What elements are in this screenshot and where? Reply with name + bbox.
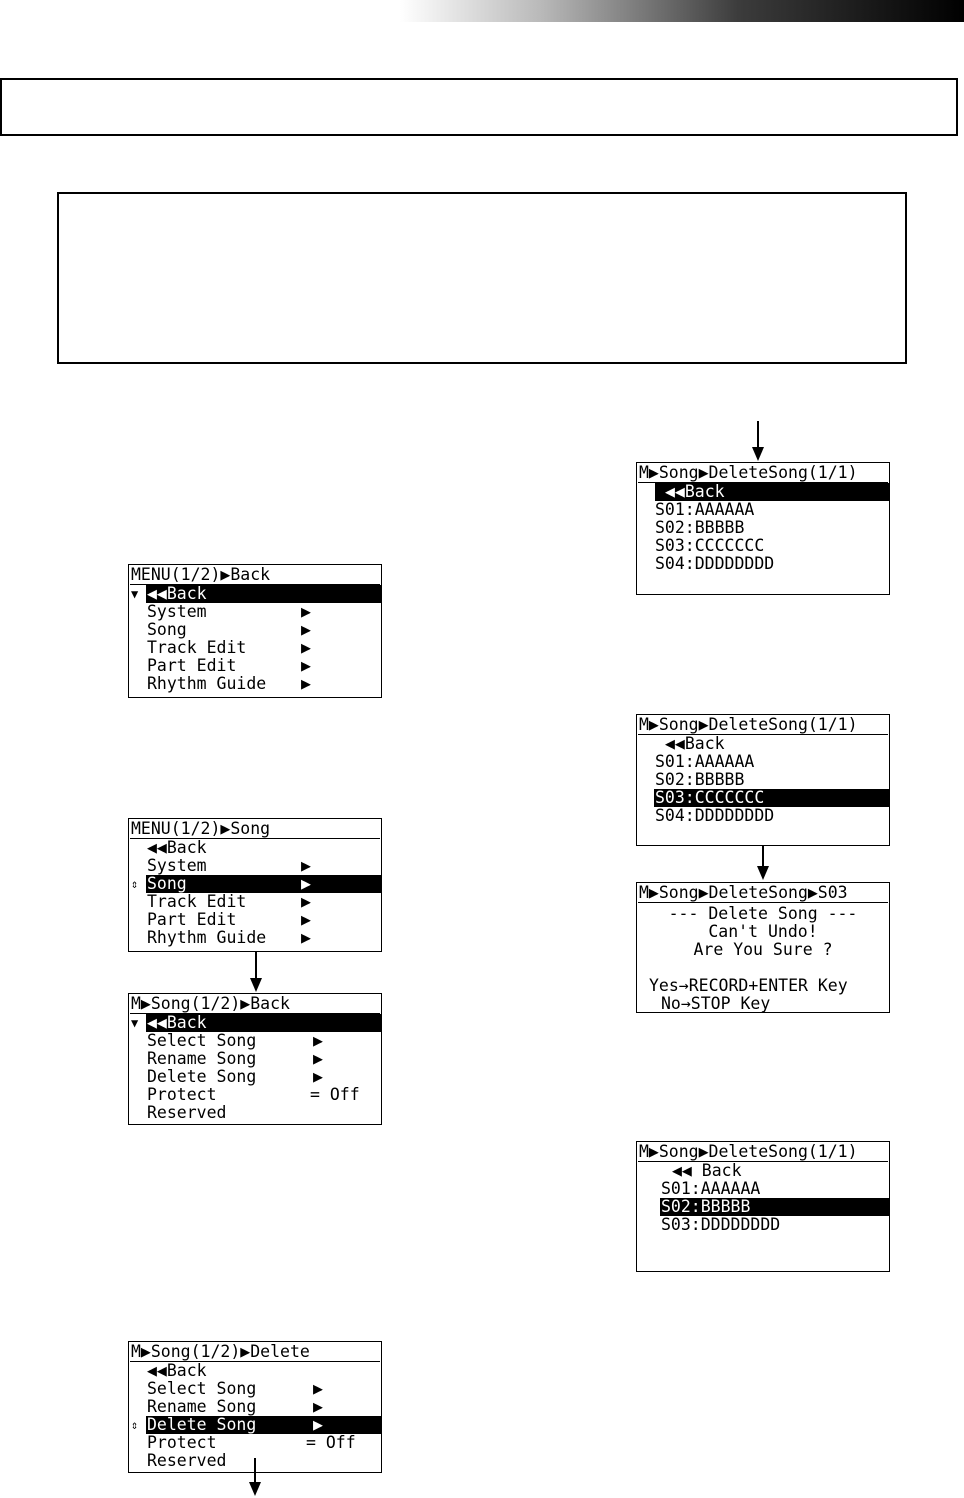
chevron-right-icon: ▶ [313,1398,323,1416]
arrow-down-icon [249,1482,261,1496]
list-item-song-selected[interactable]: S03:CCCCCCC [637,789,889,807]
lcd-title: MENU(1/2)▶Song [130,820,380,839]
lcd-song-back [128,993,382,1125]
scroll-down-icon: ▼ [131,1016,139,1030]
menu-item-system[interactable]: System ▶ [147,857,311,875]
dialog-no-hint: No→STOP Key [661,994,771,1013]
menu-item-system[interactable]: System ▶ [147,603,311,621]
chevron-right-icon: ▶ [301,639,311,657]
lcd-title: M▶Song▶DeleteSong(1/1) [638,1143,888,1162]
lcd-delete-list-1 [636,462,890,595]
list-item-song-selected[interactable]: S02:BBBBB [637,1198,889,1216]
lcd-song-delete [128,1341,382,1473]
lcd-title: M▶Song(1/2)▶Back [130,995,380,1014]
chevron-right-icon: ▶ [301,929,311,947]
flow-arrow-line [254,1458,256,1484]
flow-arrow-line [757,421,759,449]
chevron-right-icon: ▶ [301,675,311,693]
chevron-right-icon: ▶ [301,893,311,911]
menu-item-protect[interactable]: Protect = Off [147,1086,360,1104]
dialog-spacer [637,959,889,977]
chevron-right-icon: ▶ [301,875,311,893]
protect-value: = Off [306,1434,356,1452]
chevron-right-icon: ▶ [301,621,311,639]
menu-item-select-song[interactable]: Select Song ▶ [147,1032,323,1050]
menu-item-select-song[interactable]: Select Song ▶ [147,1380,323,1398]
menu-item-track-edit[interactable]: Track Edit ▶ [147,639,311,657]
menu-item-part-edit[interactable]: Part Edit ▶ [147,657,311,675]
menu-item-delete-song[interactable]: ⇕ Delete Song ▶ [129,1416,381,1434]
dialog-heading: --- Delete Song --- [668,904,858,923]
arrow-down-icon [250,978,262,992]
list-item-song[interactable]: S03:DDDDDDDD [661,1216,781,1234]
menu-item-song[interactable]: Song ▶ [147,621,311,639]
menu-item-rhythm-guide[interactable]: Rhythm Guide ▶ [147,929,311,947]
list-item-song[interactable]: S04:DDDDDDDD [655,555,775,573]
arrow-down-icon [752,447,764,461]
protect-value: = Off [310,1086,360,1104]
lcd-delete-list-3 [636,1141,890,1272]
scroll-down-icon: ▼ [131,587,139,601]
dialog-warning: Can't Undo! [708,922,818,941]
note-box [57,192,907,364]
scroll-updown-icon: ⇕ [131,877,139,891]
list-item-song[interactable]: S01:AAAAAA [655,753,755,771]
menu-item-back[interactable]: ▼ ◀◀Back [129,585,381,603]
menu-item-back[interactable]: ◀◀Back [147,839,207,857]
lcd-menu-back [128,564,382,698]
chevron-right-icon: ▶ [301,911,311,929]
list-item-song[interactable]: S04:DDDDDDDD [655,807,775,825]
chevron-right-icon: ▶ [313,1068,323,1086]
dialog-yes-hint: Yes→RECORD+ENTER Key [649,976,848,995]
list-item-song[interactable]: S02:BBBBB [655,771,745,789]
menu-item-back[interactable]: ▼ ◀◀Back [129,1014,381,1032]
chevron-right-icon: ▶ [301,857,311,875]
lcd-title: M▶Song(1/2)▶Delete [130,1343,380,1362]
chevron-right-icon: ▶ [313,1032,323,1050]
list-item-song[interactable]: S01:AAAAAA [655,501,755,519]
lcd-title: M▶Song▶DeleteSong(1/1) [638,716,888,735]
list-item-song[interactable]: S01:AAAAAA [661,1180,761,1198]
chevron-right-icon: ▶ [301,603,311,621]
chevron-right-icon: ▶ [301,657,311,675]
header-gradient-bar [400,0,964,22]
section-title-box [0,78,958,136]
menu-item-reserved: Reserved [147,1104,227,1122]
menu-item-rename-song[interactable]: Rename Song ▶ [147,1398,323,1416]
menu-item-reserved: Reserved [147,1452,227,1470]
chevron-right-icon: ▶ [313,1050,323,1068]
menu-item-rhythm-guide[interactable]: Rhythm Guide ▶ [147,675,311,693]
flow-arrow-line [255,952,257,980]
lcd-delete-confirm [636,882,890,1013]
scroll-updown-icon: ⇕ [131,1418,139,1432]
list-item-song[interactable]: S03:CCCCCCC [655,537,765,555]
menu-item-back[interactable]: ◀◀Back [147,1362,207,1380]
lcd-title: MENU(1/2)▶Back [130,566,380,585]
lcd-title: M▶Song▶DeleteSong(1/1) [638,464,888,483]
list-item-back[interactable]: ◀◀ Back [672,1162,742,1180]
list-item-song[interactable]: S02:BBBBB [655,519,745,537]
menu-item-song[interactable]: ⇕ Song ▶ [129,875,381,893]
menu-item-rename-song[interactable]: Rename Song ▶ [147,1050,323,1068]
lcd-menu-song [128,818,382,952]
lcd-delete-list-2 [636,714,890,846]
menu-item-part-edit[interactable]: Part Edit ▶ [147,911,311,929]
arrow-down-icon [757,866,769,880]
flow-arrow-line [762,846,764,868]
list-item-back[interactable]: ◀◀Back [637,483,889,501]
menu-item-protect[interactable]: Protect = Off [147,1434,356,1452]
chevron-right-icon: ▶ [313,1380,323,1398]
menu-item-track-edit[interactable]: Track Edit ▶ [147,893,311,911]
menu-item-delete-song[interactable]: Delete Song ▶ [147,1068,323,1086]
list-item-back[interactable]: ◀◀Back [665,735,725,753]
lcd-title: M▶Song▶DeleteSong▶S03 [638,884,888,903]
chevron-right-icon: ▶ [313,1416,323,1434]
dialog-question: Are You Sure ? [693,940,833,959]
